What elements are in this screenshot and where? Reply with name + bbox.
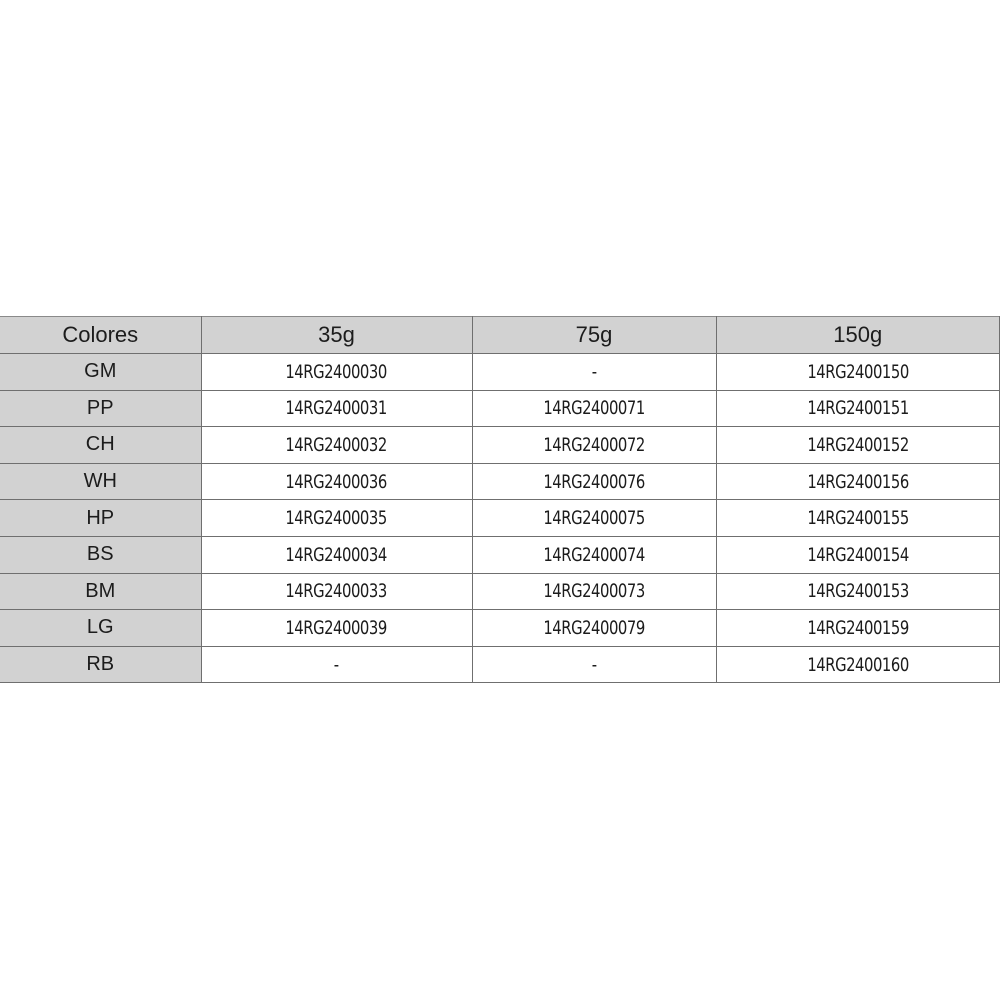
sku-cell-75g: 14RG2400071 xyxy=(472,390,716,427)
sku-cell-150g: 14RG2400156 xyxy=(716,463,1000,500)
color-code-cell: RB xyxy=(0,646,201,683)
sku-cell-35g: 14RG2400033 xyxy=(201,573,472,610)
color-code-cell: LG xyxy=(0,610,201,647)
product-code-table xyxy=(0,316,1000,683)
sku-cell-150g: 14RG2400160 xyxy=(716,646,1000,683)
sku-cell-75g: 14RG2400075 xyxy=(472,500,716,537)
color-code-cell: HP xyxy=(0,500,201,537)
sku-cell-75g: - xyxy=(472,646,716,683)
color-code-cell: PP xyxy=(0,390,201,427)
table-row xyxy=(0,646,1000,683)
sku-cell-150g: 14RG2400153 xyxy=(716,573,1000,610)
sku-cell-150g: 14RG2400155 xyxy=(716,500,1000,537)
table-row xyxy=(0,500,1000,537)
table-header xyxy=(0,317,1000,354)
table-row xyxy=(0,573,1000,610)
table-row xyxy=(0,390,1000,427)
header-75g: 75g xyxy=(472,317,716,354)
sku-cell-75g: - xyxy=(472,354,716,391)
table-row xyxy=(0,610,1000,647)
sku-cell-75g: 14RG2400074 xyxy=(472,536,716,573)
sku-cell-150g: 14RG2400154 xyxy=(716,536,1000,573)
color-code-cell: GM xyxy=(0,354,201,391)
table-row xyxy=(0,354,1000,391)
table-row xyxy=(0,427,1000,464)
sku-cell-75g: 14RG2400073 xyxy=(472,573,716,610)
sku-cell-75g: 14RG2400072 xyxy=(472,427,716,464)
sku-cell-35g: 14RG2400032 xyxy=(201,427,472,464)
color-code-cell: WH xyxy=(0,463,201,500)
sku-cell-150g: 14RG2400159 xyxy=(716,610,1000,647)
sku-cell-35g: 14RG2400035 xyxy=(201,500,472,537)
sku-cell-150g: 14RG2400151 xyxy=(716,390,1000,427)
sku-cell-75g: 14RG2400076 xyxy=(472,463,716,500)
header-colores: Colores xyxy=(0,317,201,354)
sku-cell-35g: 14RG2400039 xyxy=(201,610,472,647)
color-code-cell: BM xyxy=(0,573,201,610)
header-150g: 150g xyxy=(716,317,1000,354)
header-35g: 35g xyxy=(201,317,472,354)
sku-cell-35g: 14RG2400034 xyxy=(201,536,472,573)
table-row xyxy=(0,463,1000,500)
table-body xyxy=(0,354,1000,683)
sku-cell-35g: 14RG2400036 xyxy=(201,463,472,500)
color-code-cell: BS xyxy=(0,536,201,573)
sku-cell-35g: - xyxy=(201,646,472,683)
sku-cell-150g: 14RG2400150 xyxy=(716,354,1000,391)
header-row xyxy=(0,317,1000,354)
sku-cell-150g: 14RG2400152 xyxy=(716,427,1000,464)
table-row xyxy=(0,536,1000,573)
sku-cell-75g: 14RG2400079 xyxy=(472,610,716,647)
sku-cell-35g: 14RG2400030 xyxy=(201,354,472,391)
color-code-cell: CH xyxy=(0,427,201,464)
sku-cell-35g: 14RG2400031 xyxy=(201,390,472,427)
